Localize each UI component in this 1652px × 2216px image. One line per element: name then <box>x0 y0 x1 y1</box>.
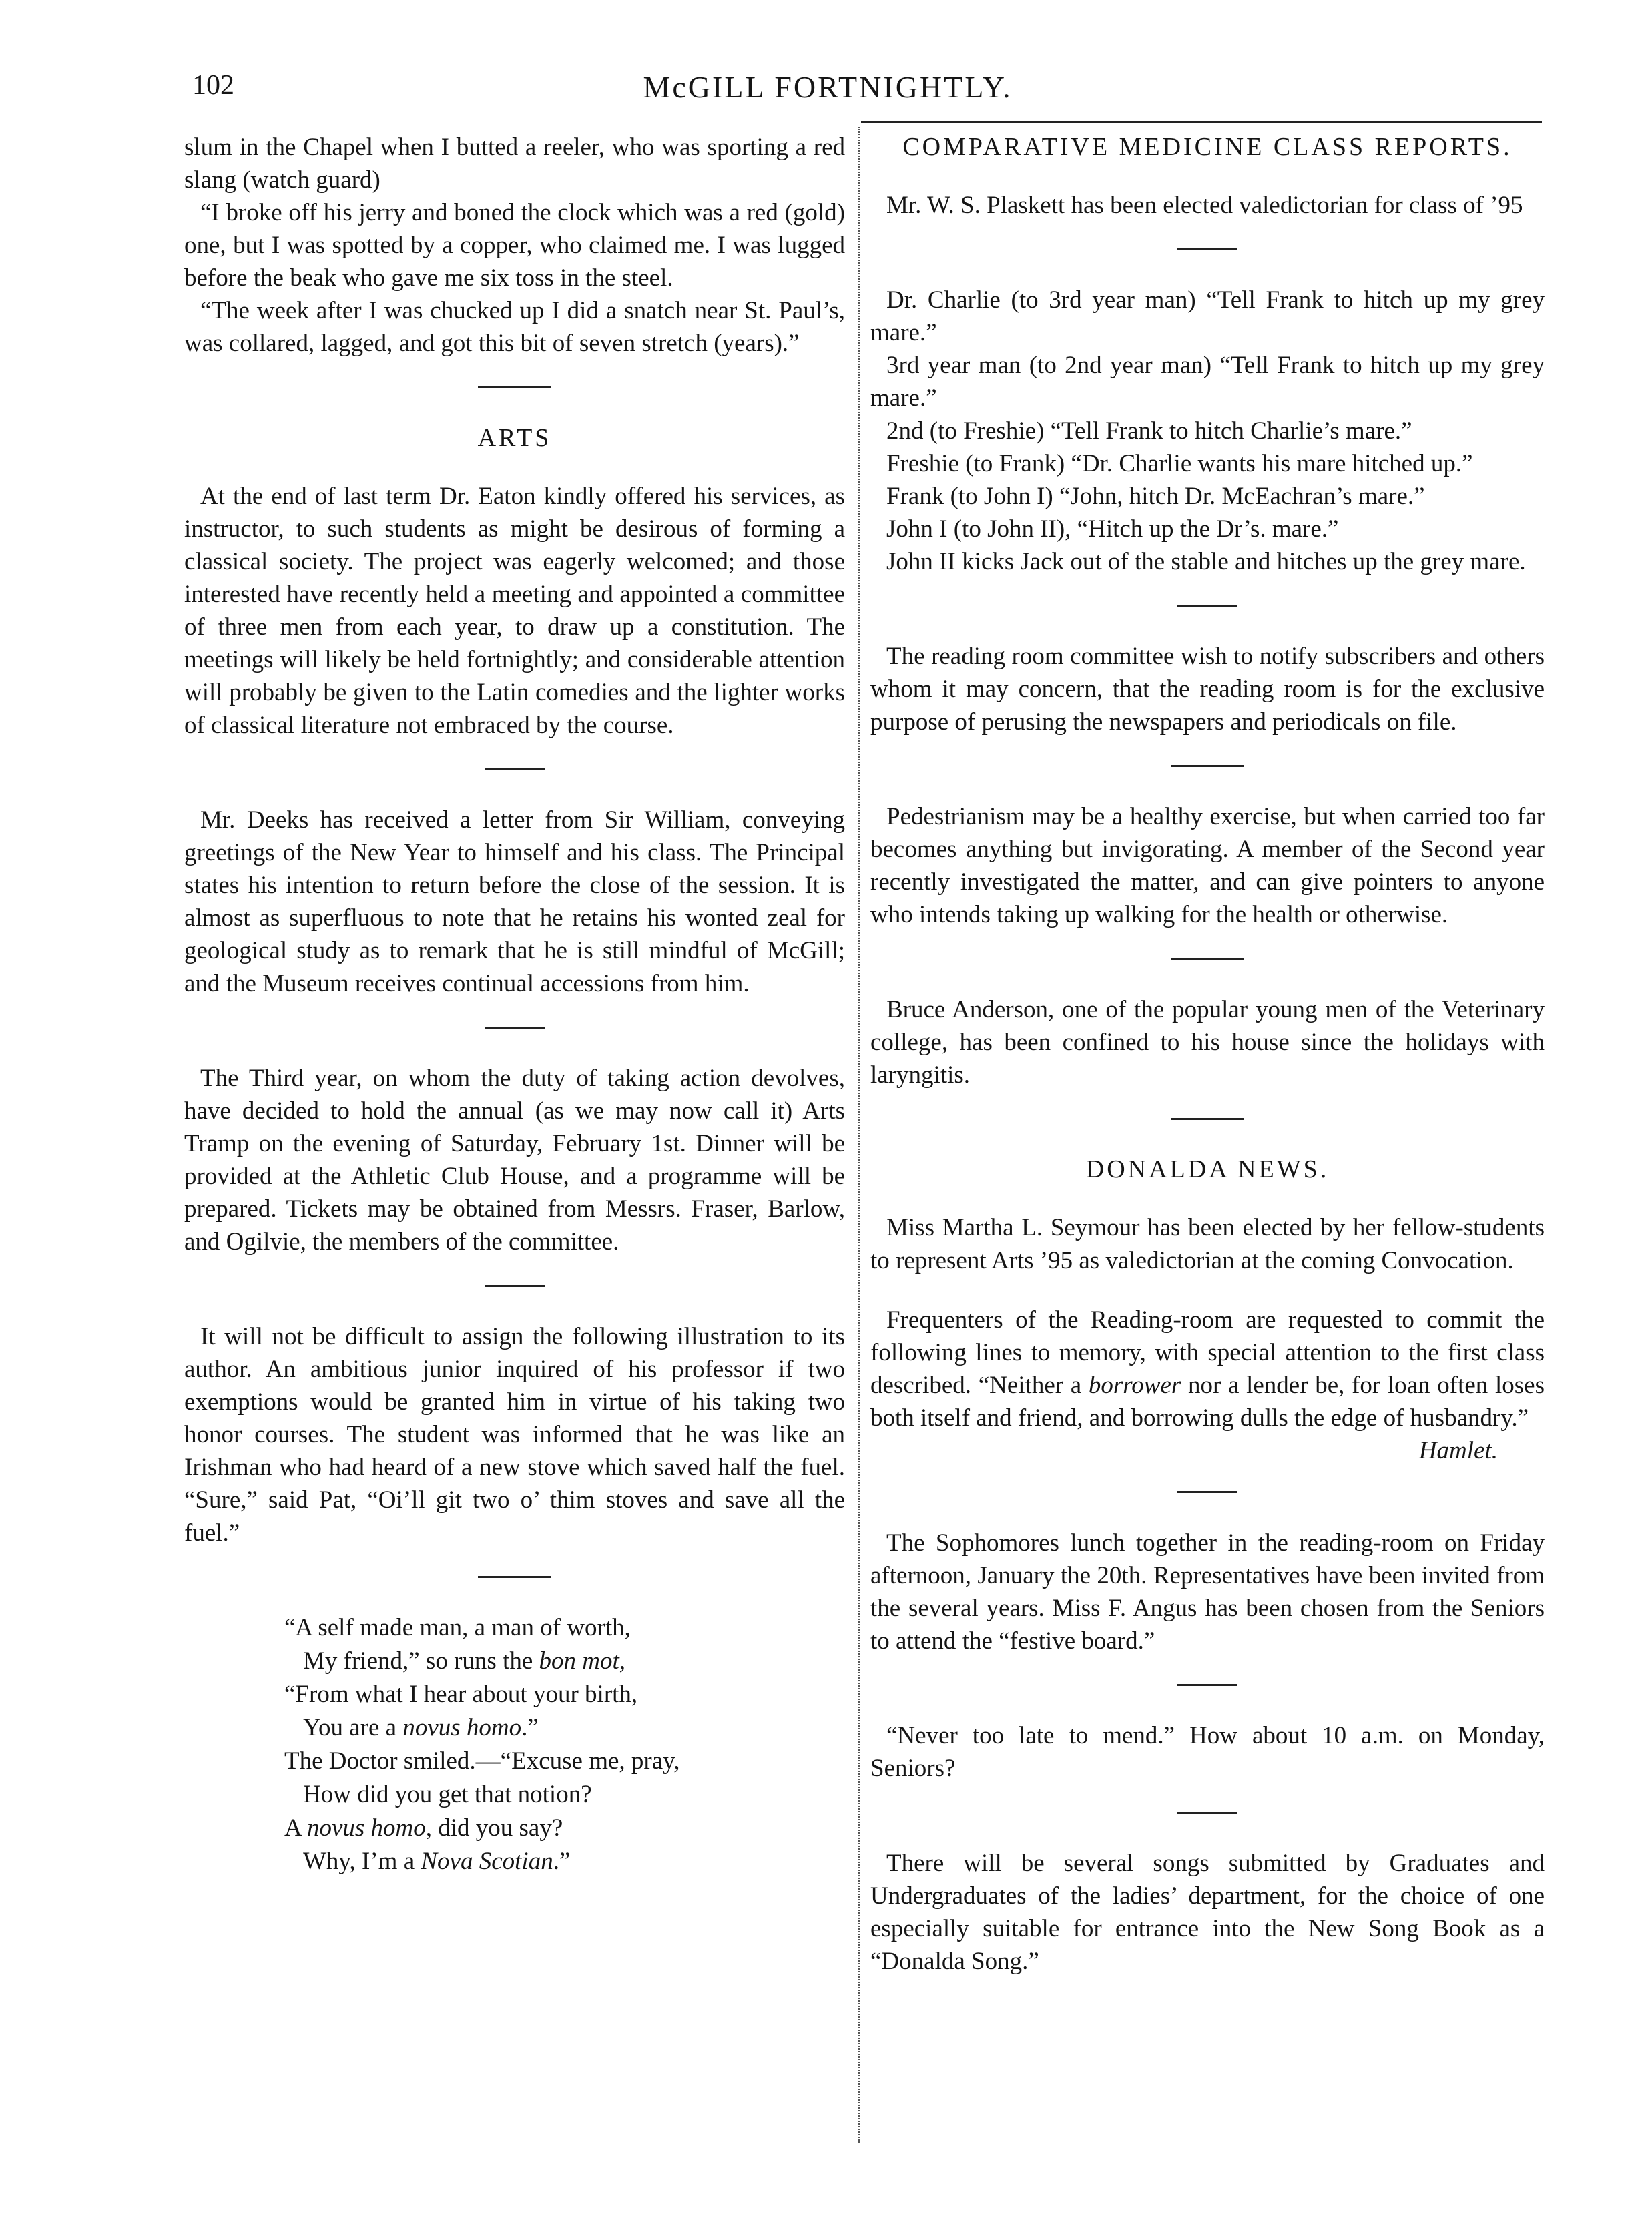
poem-line: “From what I hear about your birth, <box>284 1681 638 1708</box>
dialogue-line: 3rd year man (to 2nd year man) “Tell Frank to hitch up my grey mare.” <box>870 352 1545 412</box>
left-column <box>184 131 845 1878</box>
intro-paragraph-3: “The week after I was chucked up I did a snatch near St. Paul’s, was collared, lagged, and got this bit of seven stretch (years).” <box>184 297 845 357</box>
item-separator <box>1177 248 1237 250</box>
item-separator <box>1177 1812 1237 1814</box>
dialogue-line: 2nd (to Freshie) “Tell Frank to hitch Charlie’s mare.” <box>886 417 1412 445</box>
item-separator <box>485 768 545 770</box>
poem <box>284 1611 845 1878</box>
frequenters-paragraph: Frequenters of the Reading-room are requested to commit the following lines to memory, with special attention to the first class described. “Neither a borrower nor a lender be, for loan often loses both itself and friend, and borrowing dulls the edge of husbandry.” <box>870 1306 1545 1432</box>
item-separator <box>1177 605 1237 607</box>
poem-line: You are a novus homo.” <box>303 1714 539 1741</box>
dialogue-line: Dr. Charlie (to 3rd year man) “Tell Frank to hitch up my grey mare.” <box>870 286 1545 346</box>
arts-tramp-paragraph: The Third year, on whom the duty of taking action devolves, have decided to hold the annual (as we may now call it) Arts Tramp on the evening of Saturday, February 1st. Dinner will be provided at the Athletic Club House, and a programme will be prepared. Tickets may be obtained from Messrs. Fraser, Barlow, and Ogilvie, the members of the committee. <box>184 1065 845 1256</box>
donalda-song-paragraph: There will be several songs submitted by Graduates and Undergraduates of the ladies’ department, for the choice of one especially suitable for entrance into the New Song Book as a “Donalda Song.” <box>870 1850 1545 1975</box>
item-separator <box>1171 958 1244 960</box>
comparative-medicine-heading: COMPARATIVE MEDICINE CLASS REPORTS. <box>902 133 1512 161</box>
header-rule <box>861 121 1542 123</box>
poem-line: How did you get that notion? <box>303 1781 592 1808</box>
dialogue-line: Freshie (to Frank) “Dr. Charlie wants his mare hitched up.” <box>886 450 1473 477</box>
arts-heading: ARTS <box>477 424 552 452</box>
item-separator <box>1177 1684 1237 1686</box>
item-separator <box>485 1285 545 1287</box>
dialogue-line: Frank (to John I) “John, hitch Dr. McEachran’s mare.” <box>886 483 1425 510</box>
poem-line: Why, I’m a Nova Scotian.” <box>303 1848 571 1875</box>
dialogue-line: John I (to John II), “Hitch up the Dr’s. mare.” <box>886 515 1339 543</box>
poem-line: The Doctor smiled.—“Excuse me, pray, <box>284 1747 680 1775</box>
donalda-news-heading: DONALDA NEWS. <box>1085 1155 1330 1183</box>
pedestrianism-paragraph: Pedestrianism may be a healthy exercise, but when carried too far becomes anything but invigorating. A member of the Second year recently investigated the matter, and can give pointers to anyone who intends taking up walking for the health or otherwise. <box>870 803 1545 928</box>
intro-paragraph-1: slum in the Chapel when I butted a reeler, who was sporting a red slang (watch guard) <box>184 133 845 194</box>
bruce-anderson-paragraph: Bruce Anderson, one of the popular young men of the Veterinary college, has been confined to his house since the holidays with laryngitis. <box>870 996 1545 1089</box>
seymour-paragraph: Miss Martha L. Seymour has been elected by her fellow-students to represent Arts ’95 as valedictorian at the coming Convocation. <box>870 1214 1545 1274</box>
right-column <box>870 131 1545 2004</box>
item-separator <box>478 1576 551 1578</box>
item-separator <box>1177 1491 1237 1493</box>
page-number: 102 <box>192 70 234 101</box>
arts-irishman-paragraph: It will not be difficult to assign the following illustration to its author. An ambitious junior inquired of his professor if two exemptions would be granted him in virtue of his taking two honor courses. The student was informed that he was like an Irishman who had heard of a new stove which saved half the fuel. “Sure,” said Pat, “Oi’ll git two o’ thim stoves and save all the fuel.” <box>184 1323 845 1547</box>
poem-line: “A self made man, a man of worth, <box>284 1614 631 1641</box>
section-separator <box>1171 1118 1244 1120</box>
publication-title: McGILL FORTNIGHTLY. <box>643 70 1013 104</box>
page-header <box>187 69 1468 116</box>
arts-sir-william-paragraph: Mr. Deeks has received a letter from Sir William, conveying greetings of the New Year to himself and his class. The Principal states his intention to return before the close of the session. It is almost as superfluous to note that he retains his wonted zeal for geological study as to remark that he is still mindful of McGill; and the Museum receives continual accessions from him. <box>184 806 845 997</box>
poem-line: A novus homo, did you say? <box>284 1814 563 1842</box>
plaskett-paragraph: Mr. W. S. Plaskett has been elected valedictorian for class of ’95 <box>886 192 1523 219</box>
item-separator <box>485 1027 545 1029</box>
dialogue-line: John II kicks Jack out of the stable and hitches up the grey mare. <box>886 548 1526 575</box>
sophomores-paragraph: The Sophomores lunch together in the reading-room on Friday afternoon, January the 20th. Representatives have been invited from the several years. Miss F. Angus has been chosen from the Seniors to attend the “festive board.” <box>870 1529 1545 1655</box>
intro-paragraph-2: “I broke off his jerry and boned the clock which was a red (gold) one, but I was spotted by a copper, who claimed me. I was lugged before the beak who gave me six toss in the steel. <box>184 199 845 292</box>
section-separator <box>478 386 551 388</box>
hamlet-attribution: Hamlet. <box>1418 1437 1498 1464</box>
arts-classical-society-paragraph: At the end of last term Dr. Eaton kindly offered his services, as instructor, to such students as might be desirous of forming a classical society. The project was eagerly welcomed; and those interested have recently held a meeting and appointed a committee of three men from each year, to draw up a constitution. The meetings will likely be held fortnightly; and considerable attention will probably be given to the Latin comedies and the lighter works of classical literature not embraced by the course. <box>184 483 845 739</box>
poem-line: My friend,” so runs the bon mot, <box>303 1647 625 1675</box>
never-too-late-paragraph: “Never too late to mend.” How about 10 a.m. on Monday, Seniors? <box>870 1722 1545 1782</box>
column-divider <box>858 127 860 2143</box>
reading-room-paragraph: The reading room committee wish to notify subscribers and others whom it may concern, that the reading room is for the exclusive purpose of perusing the newspapers and periodicals on file. <box>870 643 1545 736</box>
item-separator <box>1171 765 1244 767</box>
